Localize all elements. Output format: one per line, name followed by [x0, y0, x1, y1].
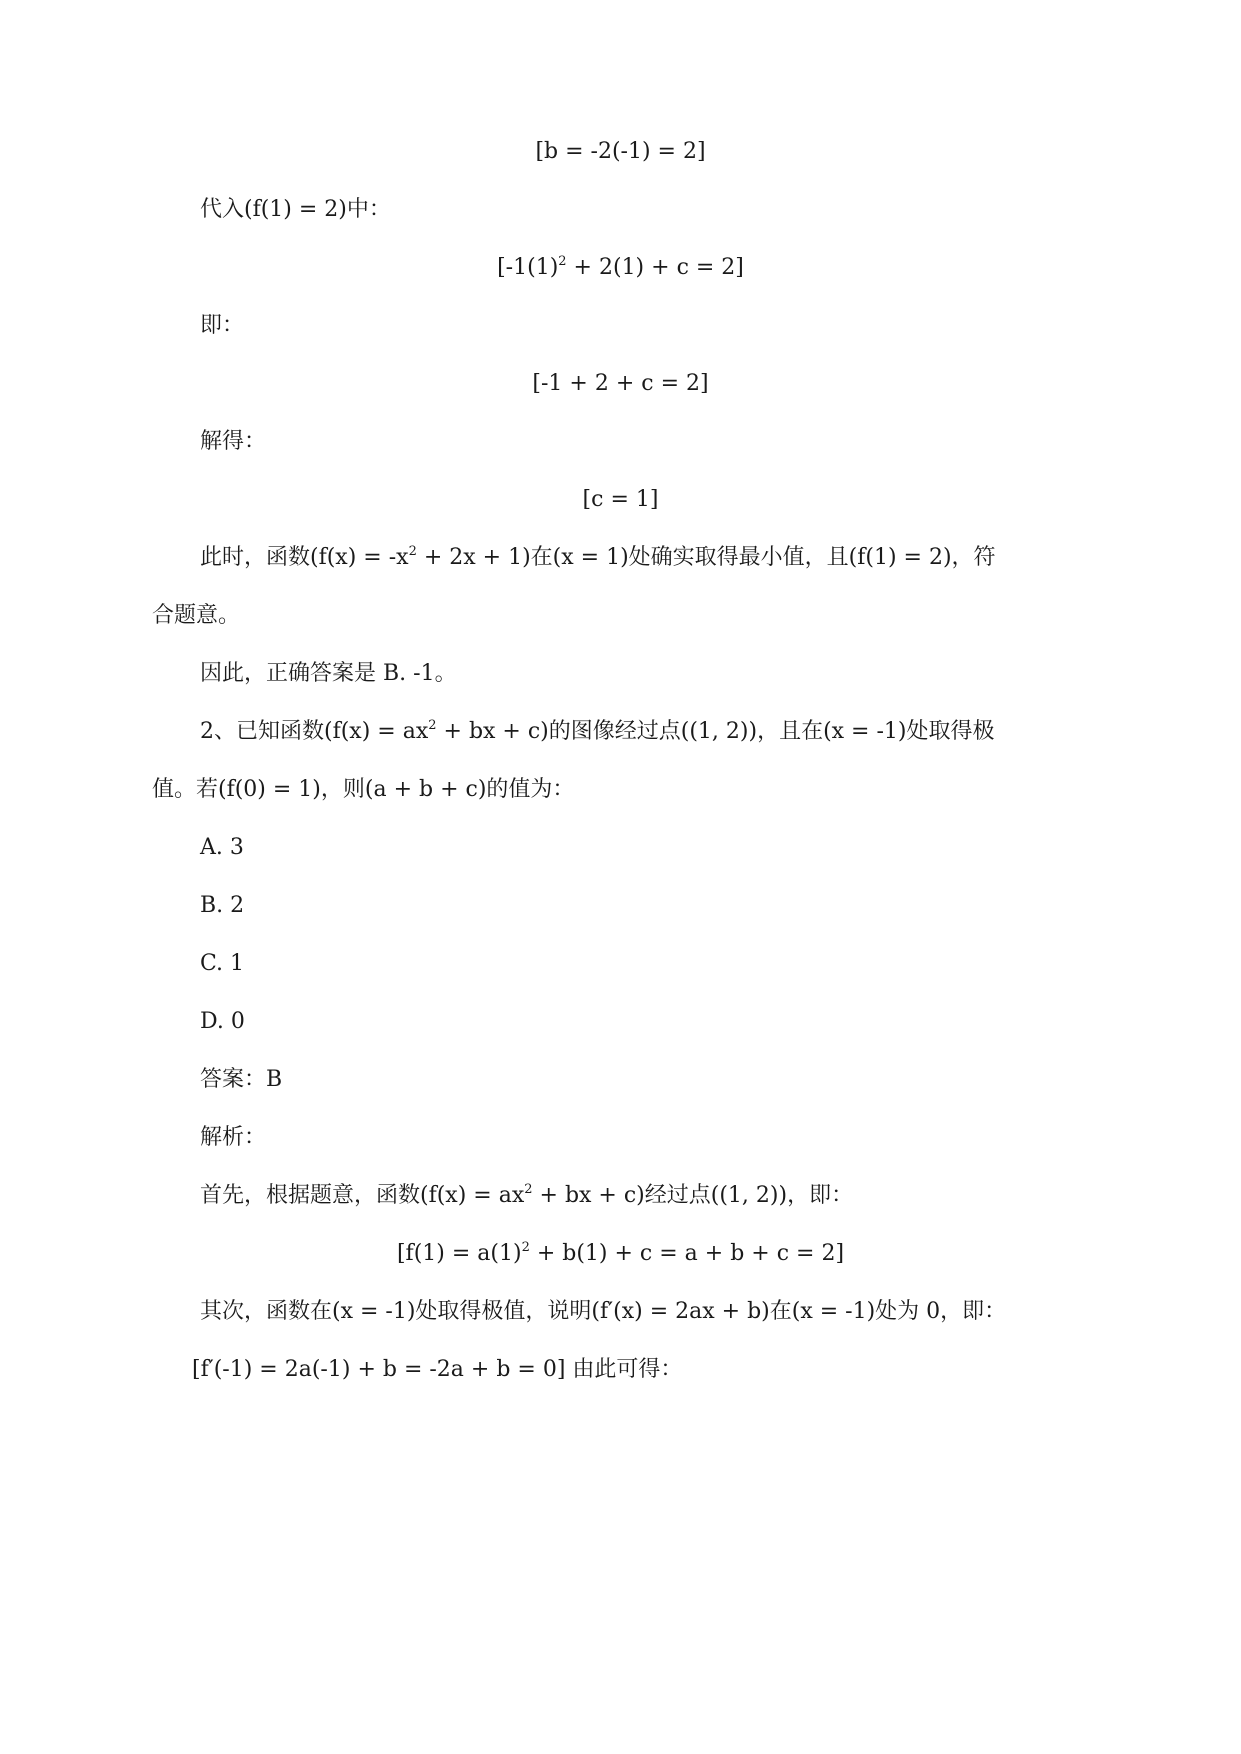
answer: 答案：B: [200, 1067, 283, 1092]
analysis-step-2: 其次，函数在(x = -1)处取得极值，说明(f′(x) = 2ax + b)在(x = -1)处为 0，即：: [200, 1299, 1007, 1324]
exponent: 2: [521, 1240, 530, 1255]
paragraph-verification: [200, 543, 996, 573]
text-solve: 解得：: [200, 429, 267, 454]
exponent: 2: [558, 254, 567, 269]
analysis-heading: 解析：: [200, 1125, 267, 1150]
exponent: 2: [408, 544, 417, 559]
equation-b-value: [b = -2(-1) = 2]: [535, 139, 706, 164]
equation-part: [f(1) = a(1): [396, 1241, 522, 1266]
equation-c-value: [c = 1]: [582, 487, 659, 512]
analysis-step-1: [200, 1181, 853, 1211]
text-part: + 2x + 1)在(x = 1)处确实取得最小值，且(f(1) = 2)，符: [416, 545, 996, 570]
text-part: 首先，根据题意，函数(f(x) = ax: [200, 1183, 525, 1208]
option-a: A. 3: [200, 835, 244, 860]
text-part: + bx + c)经过点((1, 2))，即：: [532, 1183, 854, 1208]
option-d: D. 0: [200, 1009, 245, 1034]
question-2: [200, 717, 995, 747]
equation-substituted: [0, 253, 1241, 283]
text-substitute: 代入(f(1) = 2)中：: [200, 197, 391, 222]
question-2-cont: 值。若(f(0) = 1)，则(a + b + c)的值为：: [152, 777, 575, 802]
paragraph-verification-cont: 合题意。: [152, 603, 241, 628]
text-part: + bx + c)的图像经过点((1, 2))，且在(x = -1)处取得极: [436, 719, 995, 744]
equation-derivative: [f′(-1) = 2a(-1) + b = -2a + b = 0] 由此可得：: [192, 1357, 683, 1382]
equation-part: + 2(1) + c = 2]: [566, 255, 744, 280]
option-b: B. 2: [200, 893, 245, 918]
text-namely: 即：: [200, 313, 245, 338]
equation-part: + b(1) + c = a + b + c = 2]: [529, 1241, 845, 1266]
text-conclusion: 因此，正确答案是 B. -1。: [200, 661, 457, 686]
exponent: 2: [524, 1182, 533, 1197]
equation-simplified: [-1 + 2 + c = 2]: [532, 371, 709, 396]
equation-part: [-1(1): [497, 255, 559, 280]
text-part: 2、已知函数(f(x) = ax: [200, 719, 429, 744]
exponent: 2: [428, 718, 437, 733]
text-part: 此时，函数(f(x) = -x: [200, 545, 409, 570]
equation-f1: [0, 1239, 1241, 1269]
option-c: C. 1: [200, 951, 245, 976]
